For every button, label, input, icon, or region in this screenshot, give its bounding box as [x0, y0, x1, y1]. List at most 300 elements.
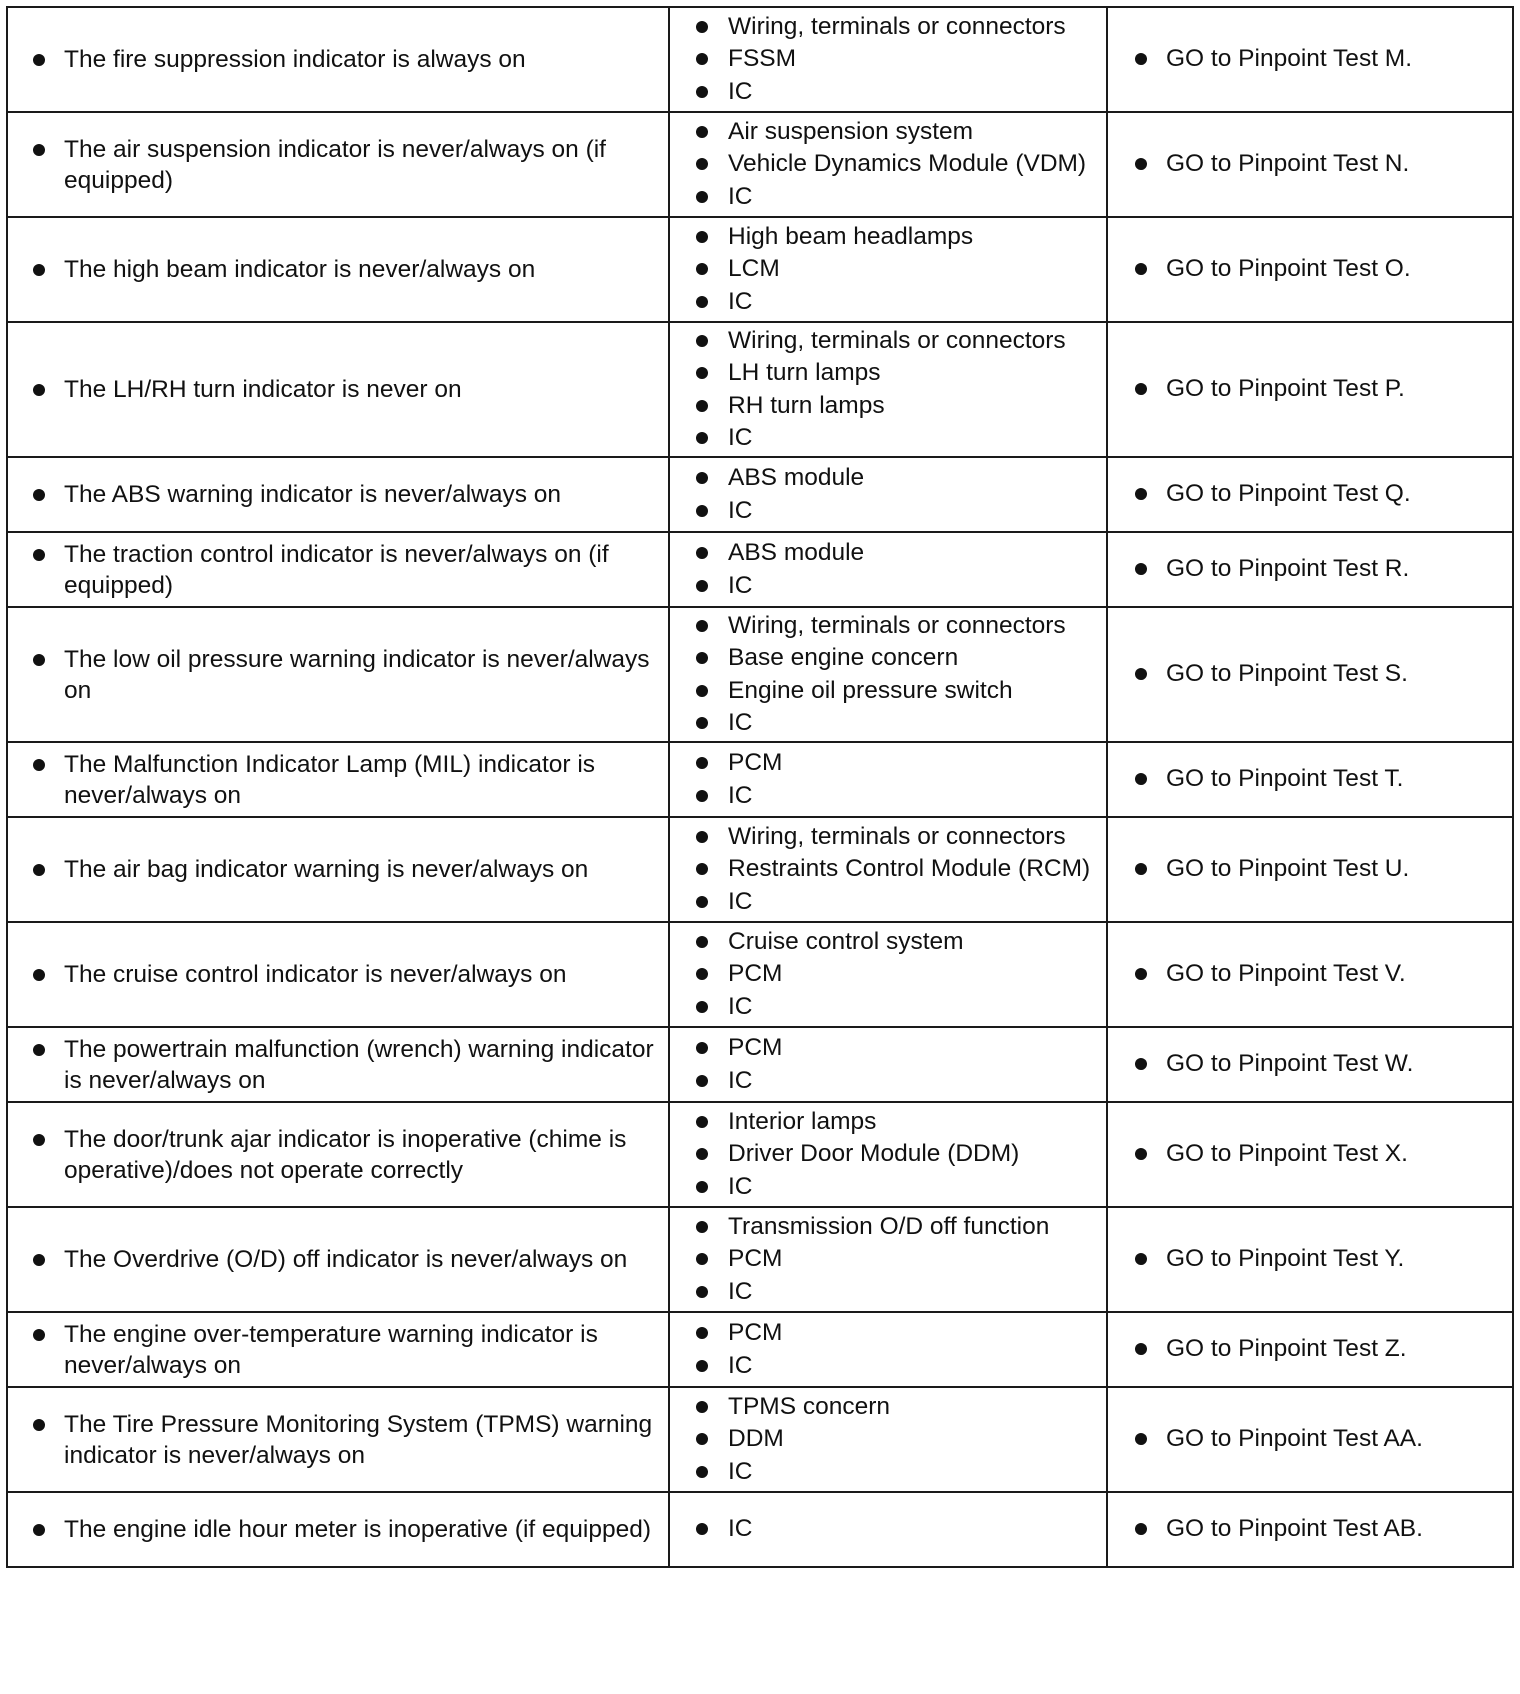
action-text: GO to Pinpoint Test P.	[1166, 375, 1405, 403]
possible-sources-list	[670, 325, 1106, 455]
action-cell	[1107, 112, 1513, 217]
list-item	[670, 1350, 1106, 1383]
action-cell	[1107, 1312, 1513, 1387]
bullet-icon	[696, 620, 708, 632]
bullet-icon	[1135, 263, 1147, 275]
bullet-icon	[33, 54, 45, 66]
bullet-icon	[1135, 53, 1147, 65]
table-row	[7, 607, 1513, 742]
possible-sources-cell	[669, 607, 1107, 742]
symptom-text: The air suspension indicator is never/always on (if equipped)	[64, 135, 606, 194]
possible-sources-cell	[669, 112, 1107, 217]
bullet-icon	[696, 191, 708, 203]
bullet-icon	[1135, 668, 1147, 680]
list-item	[670, 537, 1106, 570]
possible-sources-cell	[669, 1102, 1107, 1207]
possible-sources-list	[670, 11, 1106, 109]
symptom-cell	[7, 742, 669, 817]
action-cell	[1107, 607, 1513, 742]
bullet-icon	[696, 1286, 708, 1298]
bullet-icon	[33, 1524, 45, 1536]
table-row	[7, 817, 1513, 922]
bullet-icon	[696, 790, 708, 802]
list-item	[670, 11, 1106, 44]
symptom-text: The cruise control indicator is never/always on	[64, 961, 567, 988]
list-item	[670, 148, 1106, 181]
bullet-icon	[1135, 383, 1147, 395]
action-text: GO to Pinpoint Test AA.	[1166, 1425, 1423, 1453]
action-cell	[1107, 1102, 1513, 1207]
action-text: GO to Pinpoint Test Z.	[1166, 1335, 1407, 1363]
bullet-icon	[696, 1042, 708, 1054]
possible-sources-cell	[669, 1207, 1107, 1312]
bullet-icon	[696, 580, 708, 592]
list-item	[670, 221, 1106, 254]
list-item	[670, 958, 1106, 991]
list-item	[670, 1171, 1106, 1204]
possible-source-text: Driver Door Module (DDM)	[728, 1140, 1020, 1168]
bullet-icon	[696, 896, 708, 908]
bullet-icon	[33, 489, 45, 501]
possible-source-text: FSSM	[728, 45, 797, 73]
action-item	[1108, 958, 1512, 991]
action-text: GO to Pinpoint Test U.	[1166, 855, 1410, 883]
bullet-icon	[696, 296, 708, 308]
action-cell	[1107, 1027, 1513, 1102]
symptom-text: The powertrain malfunction (wrench) warning indicator is never/always on	[64, 1035, 654, 1094]
possible-source-text: Wiring, terminals or connectors	[728, 822, 1066, 850]
possible-sources-list	[670, 747, 1106, 812]
bullet-icon	[696, 1148, 708, 1160]
bullet-icon	[696, 968, 708, 980]
symptom-item	[8, 539, 668, 601]
possible-source-text: High beam headlamps	[728, 222, 974, 250]
possible-source-text: RH turn lamps	[728, 391, 885, 419]
possible-sources-cell	[669, 1312, 1107, 1387]
action-item	[1108, 148, 1512, 181]
bullet-icon	[696, 685, 708, 697]
symptom-text: The air bag indicator warning is never/always on	[64, 856, 589, 883]
action-item	[1108, 553, 1512, 586]
list-item	[670, 253, 1106, 286]
bullet-icon	[1135, 158, 1147, 170]
possible-source-text: IC	[728, 781, 753, 809]
list-item	[670, 1423, 1106, 1456]
symptom-cell	[7, 1312, 669, 1387]
bullet-icon	[696, 1466, 708, 1478]
bullet-icon	[696, 936, 708, 948]
symptom-item	[8, 479, 668, 510]
table-row	[7, 1312, 1513, 1387]
symptom-item	[8, 1514, 668, 1545]
bullet-icon	[33, 1134, 45, 1146]
symptom-item	[8, 254, 668, 285]
list-item	[670, 780, 1106, 813]
symptom-cell	[7, 532, 669, 607]
bullet-icon	[1135, 968, 1147, 980]
action-text: GO to Pinpoint Test Y.	[1166, 1245, 1405, 1273]
table-row	[7, 112, 1513, 217]
symptom-cell	[7, 607, 669, 742]
symptom-text: The low oil pressure warning indicator is never/always on	[64, 645, 650, 704]
possible-source-text: IC	[728, 287, 753, 315]
possible-source-text: IC	[728, 1351, 753, 1379]
symptom-item	[8, 1409, 668, 1471]
possible-source-text: LH turn lamps	[728, 359, 881, 386]
symptom-cell	[7, 817, 669, 922]
list-item	[670, 1317, 1106, 1350]
action-text: GO to Pinpoint Test AB.	[1166, 1515, 1423, 1543]
possible-sources-list	[670, 1513, 1106, 1546]
bullet-icon	[1135, 488, 1147, 500]
possible-sources-cell	[669, 322, 1107, 457]
bullet-icon	[33, 1044, 45, 1056]
bullet-icon	[33, 144, 45, 156]
table-row	[7, 1207, 1513, 1312]
bullet-icon	[1135, 1523, 1147, 1535]
bullet-icon	[696, 652, 708, 664]
list-item	[670, 325, 1106, 358]
bullet-icon	[696, 53, 708, 65]
possible-sources-cell	[669, 1492, 1107, 1567]
bullet-icon	[696, 335, 708, 347]
bullet-icon	[696, 263, 708, 275]
action-cell	[1107, 742, 1513, 817]
bullet-icon	[696, 1001, 708, 1013]
possible-source-text: Interior lamps	[728, 1107, 877, 1135]
list-item	[670, 495, 1106, 528]
possible-source-text: IC	[728, 1277, 753, 1305]
possible-source-text: Air suspension system	[728, 117, 974, 145]
list-item	[670, 76, 1106, 109]
action-cell	[1107, 1492, 1513, 1567]
bullet-icon	[696, 1075, 708, 1087]
symptom-cell	[7, 1207, 669, 1312]
symptom-cell	[7, 1492, 669, 1567]
table-row	[7, 1027, 1513, 1102]
bullet-icon	[696, 717, 708, 729]
symptom-text: The Tire Pressure Monitoring System (TPMS) warning indicator is never/always on	[64, 1410, 653, 1469]
bullet-icon	[696, 1253, 708, 1265]
symptom-item	[8, 374, 668, 405]
symptom-cell	[7, 1027, 669, 1102]
action-item	[1108, 763, 1512, 796]
action-text: GO to Pinpoint Test T.	[1166, 765, 1404, 793]
bullet-icon	[696, 400, 708, 412]
symptom-text: The Overdrive (O/D) off indicator is never/always on	[64, 1246, 628, 1273]
list-item	[670, 1106, 1106, 1139]
symptom-cell	[7, 922, 669, 1027]
action-text: GO to Pinpoint Test M.	[1166, 45, 1413, 73]
possible-sources-list	[670, 821, 1106, 919]
symptom-text: The high beam indicator is never/always on	[64, 256, 536, 283]
possible-source-text: Engine oil pressure switch	[728, 676, 1013, 704]
bullet-icon	[696, 863, 708, 875]
list-item	[670, 390, 1106, 423]
possible-source-text: Restraints Control Module (RCM)	[728, 855, 1091, 883]
action-text: GO to Pinpoint Test V.	[1166, 960, 1406, 988]
possible-sources-list	[670, 1106, 1106, 1204]
symptom-text: The traction control indicator is never/always on (if equipped)	[64, 540, 609, 599]
action-text: GO to Pinpoint Test S.	[1166, 660, 1408, 688]
action-item	[1108, 1138, 1512, 1171]
symptom-item	[8, 854, 668, 885]
bullet-icon	[696, 1181, 708, 1193]
symptom-chart-body	[7, 7, 1513, 1567]
list-item	[670, 642, 1106, 675]
symptom-item	[8, 644, 668, 706]
list-item	[670, 1211, 1106, 1244]
symptom-item	[8, 1319, 668, 1381]
bullet-icon	[1135, 1343, 1147, 1355]
possible-sources-list	[670, 221, 1106, 319]
bullet-icon	[33, 1254, 45, 1266]
bullet-icon	[33, 264, 45, 276]
table-row	[7, 217, 1513, 322]
bullet-icon	[696, 1327, 708, 1339]
possible-source-text: PCM	[728, 749, 783, 776]
possible-source-text: IC	[728, 496, 753, 524]
bullet-icon	[33, 759, 45, 771]
action-item	[1108, 1333, 1512, 1366]
list-item	[670, 1276, 1106, 1309]
action-text: GO to Pinpoint Test O.	[1166, 255, 1411, 283]
symptom-text: The LH/RH turn indicator is never on	[64, 376, 462, 403]
bullet-icon	[1135, 1433, 1147, 1445]
list-item	[670, 357, 1106, 390]
bullet-icon	[1135, 863, 1147, 875]
symptom-cell	[7, 112, 669, 217]
action-cell	[1107, 1387, 1513, 1492]
list-item	[670, 422, 1106, 455]
symptom-text: The door/trunk ajar indicator is inoperative (chime is operative)/does not operate correctly	[64, 1125, 627, 1184]
symptom-item	[8, 959, 668, 990]
symptom-chart-table	[6, 6, 1514, 1568]
list-item	[670, 747, 1106, 780]
list-item	[670, 1456, 1106, 1489]
possible-source-text: PCM	[728, 960, 783, 988]
bullet-icon	[33, 654, 45, 666]
possible-source-text: IC	[728, 992, 753, 1020]
possible-sources-cell	[669, 457, 1107, 532]
possible-source-text: Wiring, terminals or connectors	[728, 611, 1066, 639]
action-item	[1108, 1243, 1512, 1276]
bullet-icon	[696, 757, 708, 769]
possible-sources-cell	[669, 1027, 1107, 1102]
possible-source-text: Vehicle Dynamics Module (VDM)	[728, 150, 1087, 178]
possible-source-text: IC	[728, 1066, 753, 1094]
list-item	[670, 1391, 1106, 1424]
symptom-cell	[7, 217, 669, 322]
bullet-icon	[696, 1433, 708, 1445]
action-text: GO to Pinpoint Test Q.	[1166, 480, 1411, 508]
action-cell	[1107, 922, 1513, 1027]
possible-sources-list	[670, 1391, 1106, 1489]
action-item	[1108, 1048, 1512, 1081]
possible-sources-cell	[669, 7, 1107, 112]
action-cell	[1107, 532, 1513, 607]
bullet-icon	[696, 1116, 708, 1128]
possible-sources-cell	[669, 532, 1107, 607]
possible-sources-list	[670, 926, 1106, 1024]
table-row	[7, 322, 1513, 457]
possible-sources-cell	[669, 217, 1107, 322]
possible-source-text: IC	[728, 571, 753, 599]
list-item	[670, 1032, 1106, 1065]
list-item	[670, 1065, 1106, 1098]
symptom-item	[8, 1124, 668, 1186]
bullet-icon	[696, 505, 708, 517]
bullet-icon	[33, 1329, 45, 1341]
action-item	[1108, 853, 1512, 886]
action-cell	[1107, 457, 1513, 532]
list-item	[670, 181, 1106, 214]
symptom-cell	[7, 457, 669, 532]
symptom-text: The Malfunction Indicator Lamp (MIL) indicator is never/always on	[64, 750, 596, 809]
table-row	[7, 742, 1513, 817]
symptom-text: The engine over-temperature warning indicator is never/always on	[64, 1320, 598, 1379]
possible-sources-list	[670, 1032, 1106, 1097]
bullet-icon	[1135, 1148, 1147, 1160]
possible-source-text: LCM	[728, 255, 780, 283]
table-row	[7, 922, 1513, 1027]
bullet-icon	[1135, 773, 1147, 785]
list-item	[670, 853, 1106, 886]
list-item	[670, 926, 1106, 959]
possible-source-text: Wiring, terminals or connectors	[728, 12, 1066, 40]
possible-sources-list	[670, 610, 1106, 740]
bullet-icon	[696, 831, 708, 843]
list-item	[670, 707, 1106, 740]
list-item	[670, 43, 1106, 76]
list-item	[670, 570, 1106, 603]
list-item	[670, 1513, 1106, 1546]
action-item	[1108, 43, 1512, 76]
possible-source-text: IC	[728, 1172, 753, 1200]
list-item	[670, 116, 1106, 149]
action-cell	[1107, 817, 1513, 922]
action-cell	[1107, 322, 1513, 457]
action-text: GO to Pinpoint Test R.	[1166, 555, 1410, 583]
symptom-text: The ABS warning indicator is never/always on	[64, 481, 562, 508]
possible-source-text: Wiring, terminals or connectors	[728, 326, 1066, 354]
bullet-icon	[1135, 1058, 1147, 1070]
bullet-icon	[696, 86, 708, 98]
bullet-icon	[33, 549, 45, 561]
table-row	[7, 7, 1513, 112]
possible-source-text: ABS module	[728, 539, 865, 566]
possible-source-text: PCM	[728, 1245, 783, 1273]
symptom-cell	[7, 1387, 669, 1492]
action-item	[1108, 478, 1512, 511]
symptom-item	[8, 1034, 668, 1096]
list-item	[670, 1243, 1106, 1276]
action-item	[1108, 1423, 1512, 1456]
bullet-icon	[696, 472, 708, 484]
action-text: GO to Pinpoint Test W.	[1166, 1050, 1414, 1078]
possible-source-text: IC	[728, 1457, 753, 1485]
action-text: GO to Pinpoint Test N.	[1166, 150, 1410, 178]
possible-source-text: IC	[728, 1515, 753, 1543]
possible-source-text: PCM	[728, 1319, 783, 1346]
symptom-cell	[7, 1102, 669, 1207]
possible-sources-cell	[669, 1387, 1107, 1492]
list-item	[670, 991, 1106, 1024]
bullet-icon	[696, 158, 708, 170]
action-text: GO to Pinpoint Test X.	[1166, 1140, 1408, 1168]
table-row	[7, 1492, 1513, 1567]
table-row	[7, 1102, 1513, 1207]
bullet-icon	[696, 1360, 708, 1372]
symptom-item	[8, 749, 668, 811]
bullet-icon	[1135, 563, 1147, 575]
symptom-cell	[7, 7, 669, 112]
action-cell	[1107, 7, 1513, 112]
bullet-icon	[696, 432, 708, 444]
bullet-icon	[33, 969, 45, 981]
bullet-icon	[696, 1523, 708, 1535]
action-item	[1108, 373, 1512, 406]
bullet-icon	[696, 126, 708, 138]
bullet-icon	[696, 367, 708, 379]
bullet-icon	[696, 21, 708, 33]
possible-source-text: IC	[728, 182, 753, 210]
action-cell	[1107, 1207, 1513, 1312]
symptom-cell	[7, 322, 669, 457]
bullet-icon	[696, 1401, 708, 1413]
possible-sources-cell	[669, 817, 1107, 922]
action-cell	[1107, 217, 1513, 322]
table-row	[7, 457, 1513, 532]
possible-sources-list	[670, 1211, 1106, 1309]
possible-source-text: IC	[728, 887, 753, 915]
action-item	[1108, 253, 1512, 286]
bullet-icon	[1135, 1253, 1147, 1265]
possible-source-text: Transmission O/D off function	[728, 1212, 1050, 1240]
possible-sources-cell	[669, 922, 1107, 1027]
symptom-item	[8, 44, 668, 75]
bullet-icon	[696, 1221, 708, 1233]
list-item	[670, 286, 1106, 319]
possible-sources-cell	[669, 742, 1107, 817]
possible-source-text: PCM	[728, 1034, 783, 1061]
possible-source-text: IC	[728, 424, 753, 451]
action-item	[1108, 658, 1512, 691]
possible-source-text: Base engine concern	[728, 644, 959, 671]
list-item	[670, 886, 1106, 919]
possible-sources-list	[670, 462, 1106, 527]
bullet-icon	[696, 231, 708, 243]
possible-sources-list	[670, 1317, 1106, 1382]
list-item	[670, 821, 1106, 854]
list-item	[670, 675, 1106, 708]
possible-source-text: IC	[728, 77, 753, 105]
symptom-item	[8, 1244, 668, 1275]
bullet-icon	[33, 864, 45, 876]
table-row	[7, 532, 1513, 607]
bullet-icon	[33, 1419, 45, 1431]
list-item	[670, 1138, 1106, 1171]
bullet-icon	[33, 384, 45, 396]
possible-source-text: IC	[728, 709, 753, 736]
possible-sources-list	[670, 116, 1106, 214]
possible-source-text: DDM	[728, 1425, 784, 1453]
symptom-text: The engine idle hour meter is inoperative (if equipped)	[64, 1516, 651, 1543]
symptom-item	[8, 134, 668, 196]
possible-source-text: ABS module	[728, 464, 865, 491]
bullet-icon	[696, 547, 708, 559]
action-item	[1108, 1513, 1512, 1546]
